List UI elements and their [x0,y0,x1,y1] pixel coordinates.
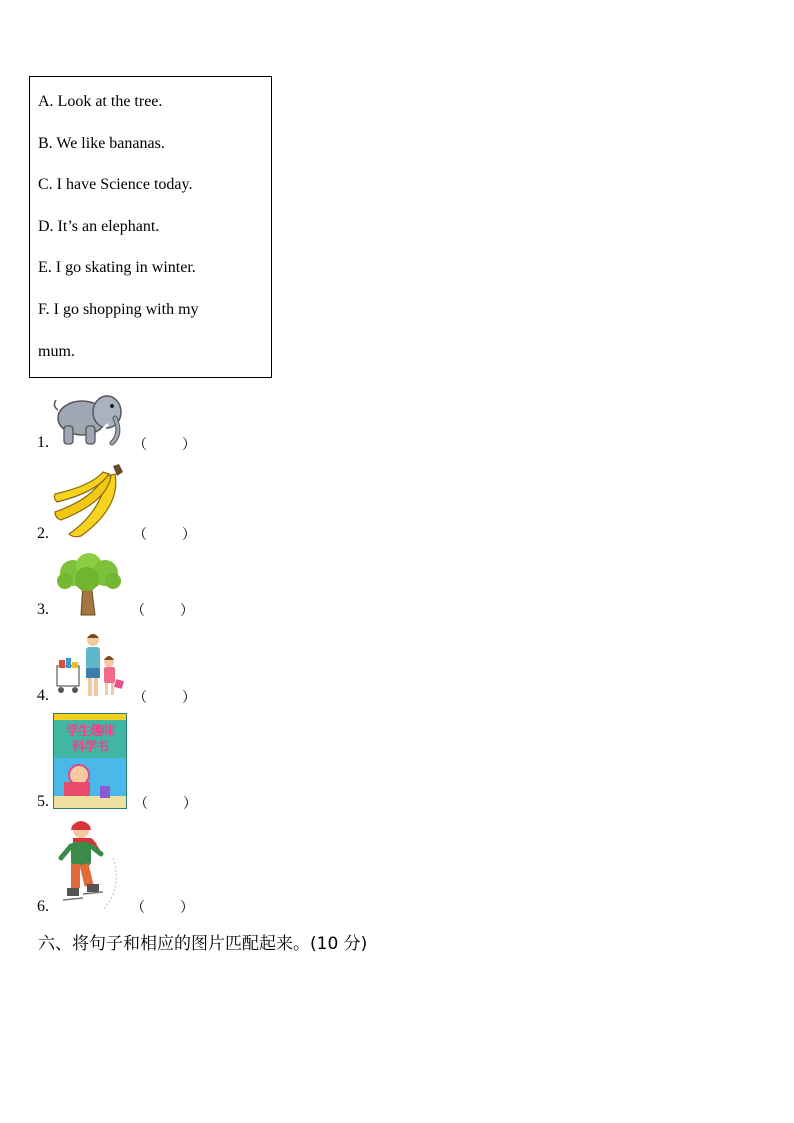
science-book-icon [53,713,127,809]
answer-blank[interactable]: （ ） [133,438,196,453]
question-6 [37,818,237,918]
answer-blank[interactable]: （ ） [133,528,196,543]
question-number: 5. [37,793,49,810]
question-number: 3. [37,601,49,618]
question-number: 6. [37,898,49,915]
question-3 [37,553,237,619]
question-number: 4. [37,687,49,704]
answer-blank[interactable]: （ ） [134,797,197,812]
option-f-continued: mum. [38,343,75,360]
option-e: E. I go skating in winter. [38,259,196,276]
elephant-icon [52,388,130,450]
skating-icon [57,818,123,914]
option-c: C. I have Science today. [38,176,193,193]
shopping-icon [55,632,137,702]
question-number: 2. [37,525,49,542]
answer-blank[interactable]: （ ） [133,691,196,706]
tree-icon [53,553,123,617]
answer-blank[interactable]: （ ） [131,604,194,619]
question-2 [37,462,237,542]
section-heading: 六、将句子和相应的图片匹配起来。(10 分) [38,934,368,954]
book-title-line2: 科学书 [71,740,108,755]
question-4 [37,632,237,708]
option-a: A. Look at the tree. [38,93,163,110]
question-5 [37,711,237,811]
option-d: D. It’s an elephant. [38,218,160,235]
option-f: F. I go shopping with my [38,301,199,318]
question-1 [37,388,237,454]
banana-icon [51,462,131,540]
book-title-line1: 学生趣味 [65,724,114,739]
question-number: 1. [37,434,49,451]
options-box [29,76,272,378]
answer-blank[interactable]: （ ） [131,901,194,916]
option-b: B. We like bananas. [38,135,165,152]
